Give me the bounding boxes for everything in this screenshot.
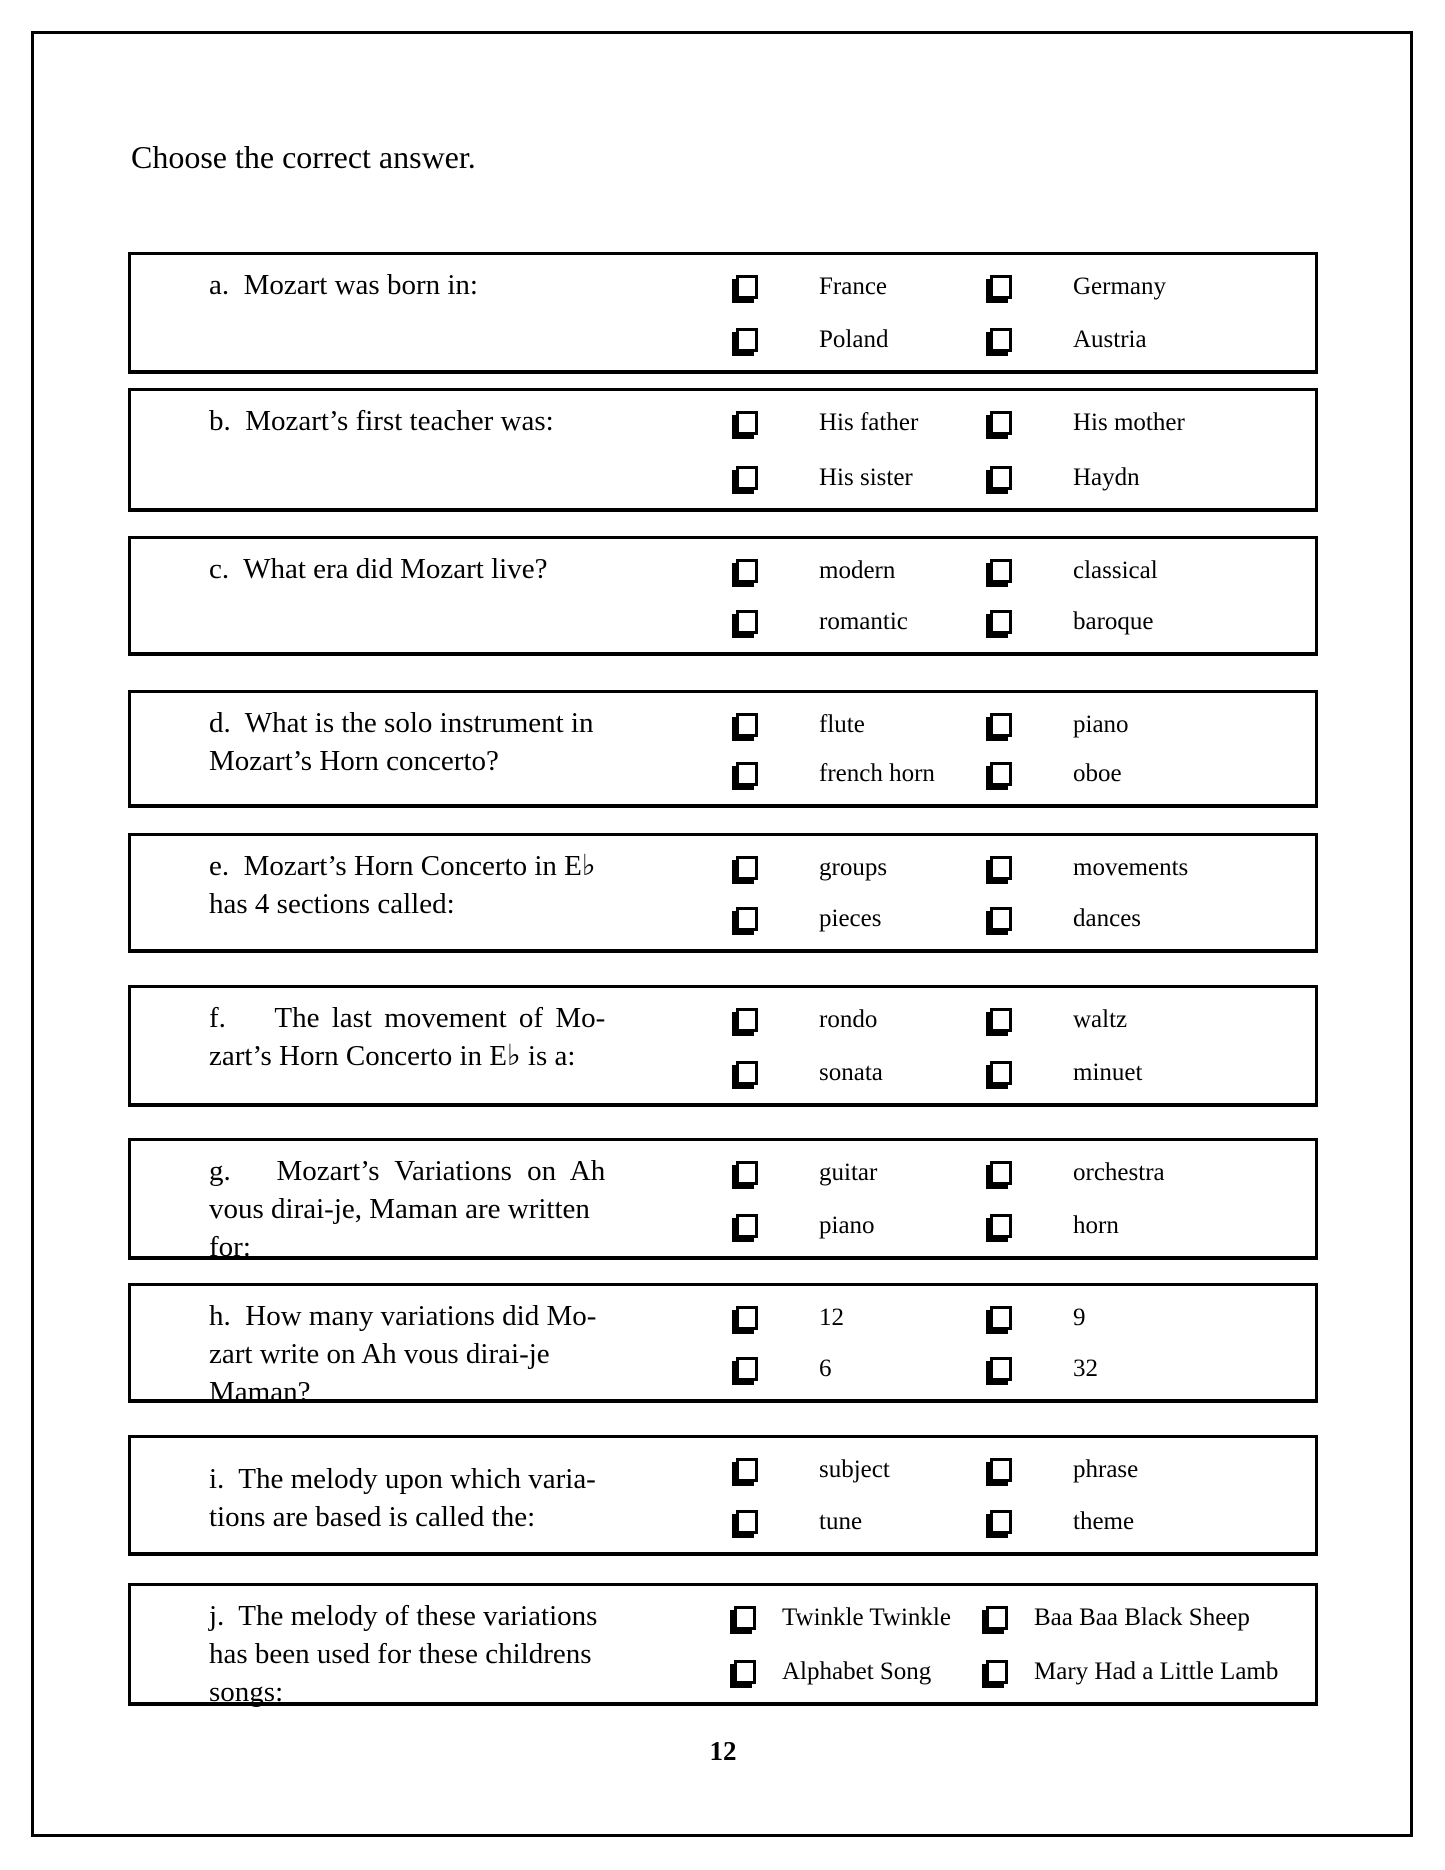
option-label: romantic xyxy=(819,608,908,635)
question-box-g xyxy=(128,1138,1318,1263)
option-label: piano xyxy=(1073,711,1129,738)
answer-option[interactable] xyxy=(736,1005,990,1035)
answer-option[interactable] xyxy=(990,1455,1315,1485)
answer-option[interactable] xyxy=(990,853,1315,883)
checkbox-icon[interactable] xyxy=(734,1606,756,1630)
option-label: baroque xyxy=(1073,608,1154,635)
checkbox-icon[interactable] xyxy=(736,1510,758,1534)
answer-option[interactable] xyxy=(736,1455,990,1485)
checkbox-icon[interactable] xyxy=(734,1660,756,1684)
option-label: His mother xyxy=(1073,409,1185,436)
option-label: Baa Baa Black Sheep xyxy=(1034,1604,1250,1631)
option-label: pieces xyxy=(819,905,882,932)
question-box-a xyxy=(128,252,1318,374)
checkbox-icon[interactable] xyxy=(990,1357,1012,1381)
answer-option[interactable] xyxy=(736,463,990,493)
answer-option[interactable] xyxy=(736,759,990,789)
question-box-f xyxy=(128,985,1318,1107)
checkbox-icon[interactable] xyxy=(986,1606,1008,1630)
answer-option[interactable] xyxy=(736,1354,990,1384)
checkbox-icon[interactable] xyxy=(736,713,758,737)
answer-option[interactable] xyxy=(990,272,1315,302)
answer-option[interactable] xyxy=(736,1507,990,1537)
option-label: 12 xyxy=(819,1304,844,1331)
option-label: Germany xyxy=(1073,273,1167,300)
checkbox-icon[interactable] xyxy=(736,559,758,583)
question-box-j xyxy=(128,1583,1318,1706)
checkbox-icon[interactable] xyxy=(986,1660,1008,1684)
answer-options xyxy=(651,539,1315,652)
answer-option[interactable] xyxy=(736,853,990,883)
answer-option[interactable] xyxy=(734,1603,986,1633)
question-text: c. What era did Mozart live? xyxy=(209,553,548,585)
answer-options xyxy=(651,391,1315,508)
page-number: 12 xyxy=(709,1736,737,1766)
checkbox-icon[interactable] xyxy=(736,1357,758,1381)
answer-options xyxy=(651,1438,1315,1552)
checkbox-icon[interactable] xyxy=(990,559,1012,583)
option-label: classical xyxy=(1073,557,1158,584)
answer-option[interactable] xyxy=(990,1158,1315,1188)
checkbox-icon[interactable] xyxy=(990,1061,1012,1085)
question-text: b. Mozart’s first teacher was: xyxy=(209,405,554,437)
option-label: rondo xyxy=(819,1006,878,1033)
option-label: Haydn xyxy=(1073,464,1140,491)
checkbox-icon[interactable] xyxy=(990,713,1012,737)
option-label: horn xyxy=(1073,1212,1119,1239)
checkbox-icon[interactable] xyxy=(736,1161,758,1185)
answer-options xyxy=(651,693,1315,804)
option-label: 32 xyxy=(1073,1355,1098,1382)
option-label: phrase xyxy=(1073,1456,1139,1483)
question-text: e. Mozart’s Horn Concerto in E♭ has 4 sections called: xyxy=(209,850,596,920)
option-label: Twinkle Twinkle xyxy=(782,1604,951,1631)
answer-option[interactable] xyxy=(736,710,990,740)
answer-option[interactable] xyxy=(990,463,1315,493)
answer-option[interactable] xyxy=(990,556,1315,586)
answer-option[interactable] xyxy=(990,1354,1315,1384)
answer-option[interactable] xyxy=(736,1158,990,1188)
checkbox-icon[interactable] xyxy=(736,762,758,786)
checkbox-icon[interactable] xyxy=(736,1008,758,1032)
answer-option[interactable] xyxy=(736,1058,990,1088)
option-label: modern xyxy=(819,557,896,584)
question-text: a. Mozart was born in: xyxy=(209,269,478,301)
question-text: i. The melody upon which varia- tions are based is called the: xyxy=(209,1463,596,1533)
question-text: d. What is the solo instrument in Mozart’s Horn concerto? xyxy=(209,707,594,777)
checkbox-icon[interactable] xyxy=(990,1306,1012,1330)
checkbox-icon[interactable] xyxy=(990,466,1012,490)
option-label: tune xyxy=(819,1508,863,1535)
option-label: groups xyxy=(819,854,888,881)
option-label: 6 xyxy=(819,1355,832,1382)
checkbox-icon[interactable] xyxy=(990,275,1012,299)
answer-option[interactable] xyxy=(736,325,990,355)
checkbox-icon[interactable] xyxy=(990,907,1012,931)
option-label: piano xyxy=(819,1212,875,1239)
answer-option[interactable] xyxy=(986,1657,1315,1687)
option-label: french horn xyxy=(819,760,935,787)
answer-options xyxy=(651,1586,1315,1702)
instruction-text: Choose the correct answer. xyxy=(131,139,476,175)
checkbox-icon[interactable] xyxy=(736,328,758,352)
checkbox-icon[interactable] xyxy=(990,328,1012,352)
answer-option[interactable] xyxy=(990,607,1315,637)
option-label: Mary Had a Little Lamb xyxy=(1034,1658,1279,1685)
checkbox-icon[interactable] xyxy=(736,1458,758,1482)
question-box-c xyxy=(128,536,1318,656)
option-label: 9 xyxy=(1073,1304,1086,1331)
option-label: orchestra xyxy=(1073,1159,1165,1186)
checkbox-icon[interactable] xyxy=(736,610,758,634)
answer-option[interactable] xyxy=(736,556,990,586)
checkbox-icon[interactable] xyxy=(990,1510,1012,1534)
question-box-i xyxy=(128,1435,1318,1556)
question-box-d xyxy=(128,690,1318,808)
question-text: h. How many variations did Mo- zart write on Ah vous dirai-je Maman? xyxy=(209,1300,597,1408)
checkbox-icon[interactable] xyxy=(736,411,758,435)
option-label: His sister xyxy=(819,464,913,491)
option-label: Austria xyxy=(1073,326,1147,353)
option-label: oboe xyxy=(1073,760,1122,787)
checkbox-icon[interactable] xyxy=(736,907,758,931)
option-label: minuet xyxy=(1073,1059,1143,1086)
checkbox-icon[interactable] xyxy=(736,466,758,490)
question-text: f. The last movement of Mo- zart’s Horn Concerto in E♭ is a: xyxy=(209,1002,606,1072)
option-label: waltz xyxy=(1073,1006,1128,1033)
checkbox-icon[interactable] xyxy=(736,1306,758,1330)
checkbox-icon[interactable] xyxy=(990,1458,1012,1482)
answer-option[interactable] xyxy=(990,325,1315,355)
checkbox-icon[interactable] xyxy=(990,762,1012,786)
option-label: movements xyxy=(1073,854,1189,881)
checkbox-icon[interactable] xyxy=(736,275,758,299)
answer-options xyxy=(651,1141,1315,1256)
answer-option[interactable] xyxy=(990,759,1315,789)
answer-option[interactable] xyxy=(990,1005,1315,1035)
answer-option[interactable] xyxy=(990,408,1315,438)
option-label: Alphabet Song xyxy=(782,1658,932,1685)
answer-option[interactable] xyxy=(990,1058,1315,1088)
answer-option[interactable] xyxy=(736,272,990,302)
answer-option[interactable] xyxy=(736,408,990,438)
option-label: flute xyxy=(819,711,865,738)
answer-option[interactable] xyxy=(990,1303,1315,1333)
checkbox-icon[interactable] xyxy=(990,1214,1012,1238)
option-label: subject xyxy=(819,1456,890,1483)
option-label: sonata xyxy=(819,1059,883,1086)
question-text: g. Mozart’s Variations on Ah vous dirai-je, Maman are written for: xyxy=(209,1155,606,1263)
answer-options xyxy=(651,988,1315,1103)
answer-option[interactable] xyxy=(986,1603,1315,1633)
checkbox-icon[interactable] xyxy=(990,610,1012,634)
question-box-h xyxy=(128,1283,1318,1408)
checkbox-icon[interactable] xyxy=(990,1008,1012,1032)
answer-option[interactable] xyxy=(990,1211,1315,1241)
option-label: Poland xyxy=(819,326,889,353)
answer-option[interactable] xyxy=(990,904,1315,934)
checkbox-icon[interactable] xyxy=(736,1061,758,1085)
question-box-b xyxy=(128,388,1318,512)
answer-option[interactable] xyxy=(736,607,990,637)
checkbox-icon[interactable] xyxy=(736,856,758,880)
option-label: dances xyxy=(1073,905,1142,932)
answer-options xyxy=(651,255,1315,370)
checkbox-icon[interactable] xyxy=(990,1161,1012,1185)
question-text: j. The melody of these variations has been used for these childrens songs: xyxy=(209,1600,598,1708)
answer-options xyxy=(651,1286,1315,1399)
option-label: theme xyxy=(1073,1508,1135,1535)
option-label: France xyxy=(819,273,888,300)
answer-option[interactable] xyxy=(734,1657,986,1687)
option-label: guitar xyxy=(819,1159,878,1186)
checkbox-icon[interactable] xyxy=(736,1214,758,1238)
option-label: His father xyxy=(819,409,919,436)
answer-option[interactable] xyxy=(736,1303,990,1333)
question-box-e xyxy=(128,833,1318,953)
checkbox-icon[interactable] xyxy=(990,856,1012,880)
answer-options xyxy=(651,836,1315,949)
answer-option[interactable] xyxy=(736,904,990,934)
answer-option[interactable] xyxy=(990,710,1315,740)
answer-option[interactable] xyxy=(990,1507,1315,1537)
checkbox-icon[interactable] xyxy=(990,411,1012,435)
answer-option[interactable] xyxy=(736,1211,990,1241)
